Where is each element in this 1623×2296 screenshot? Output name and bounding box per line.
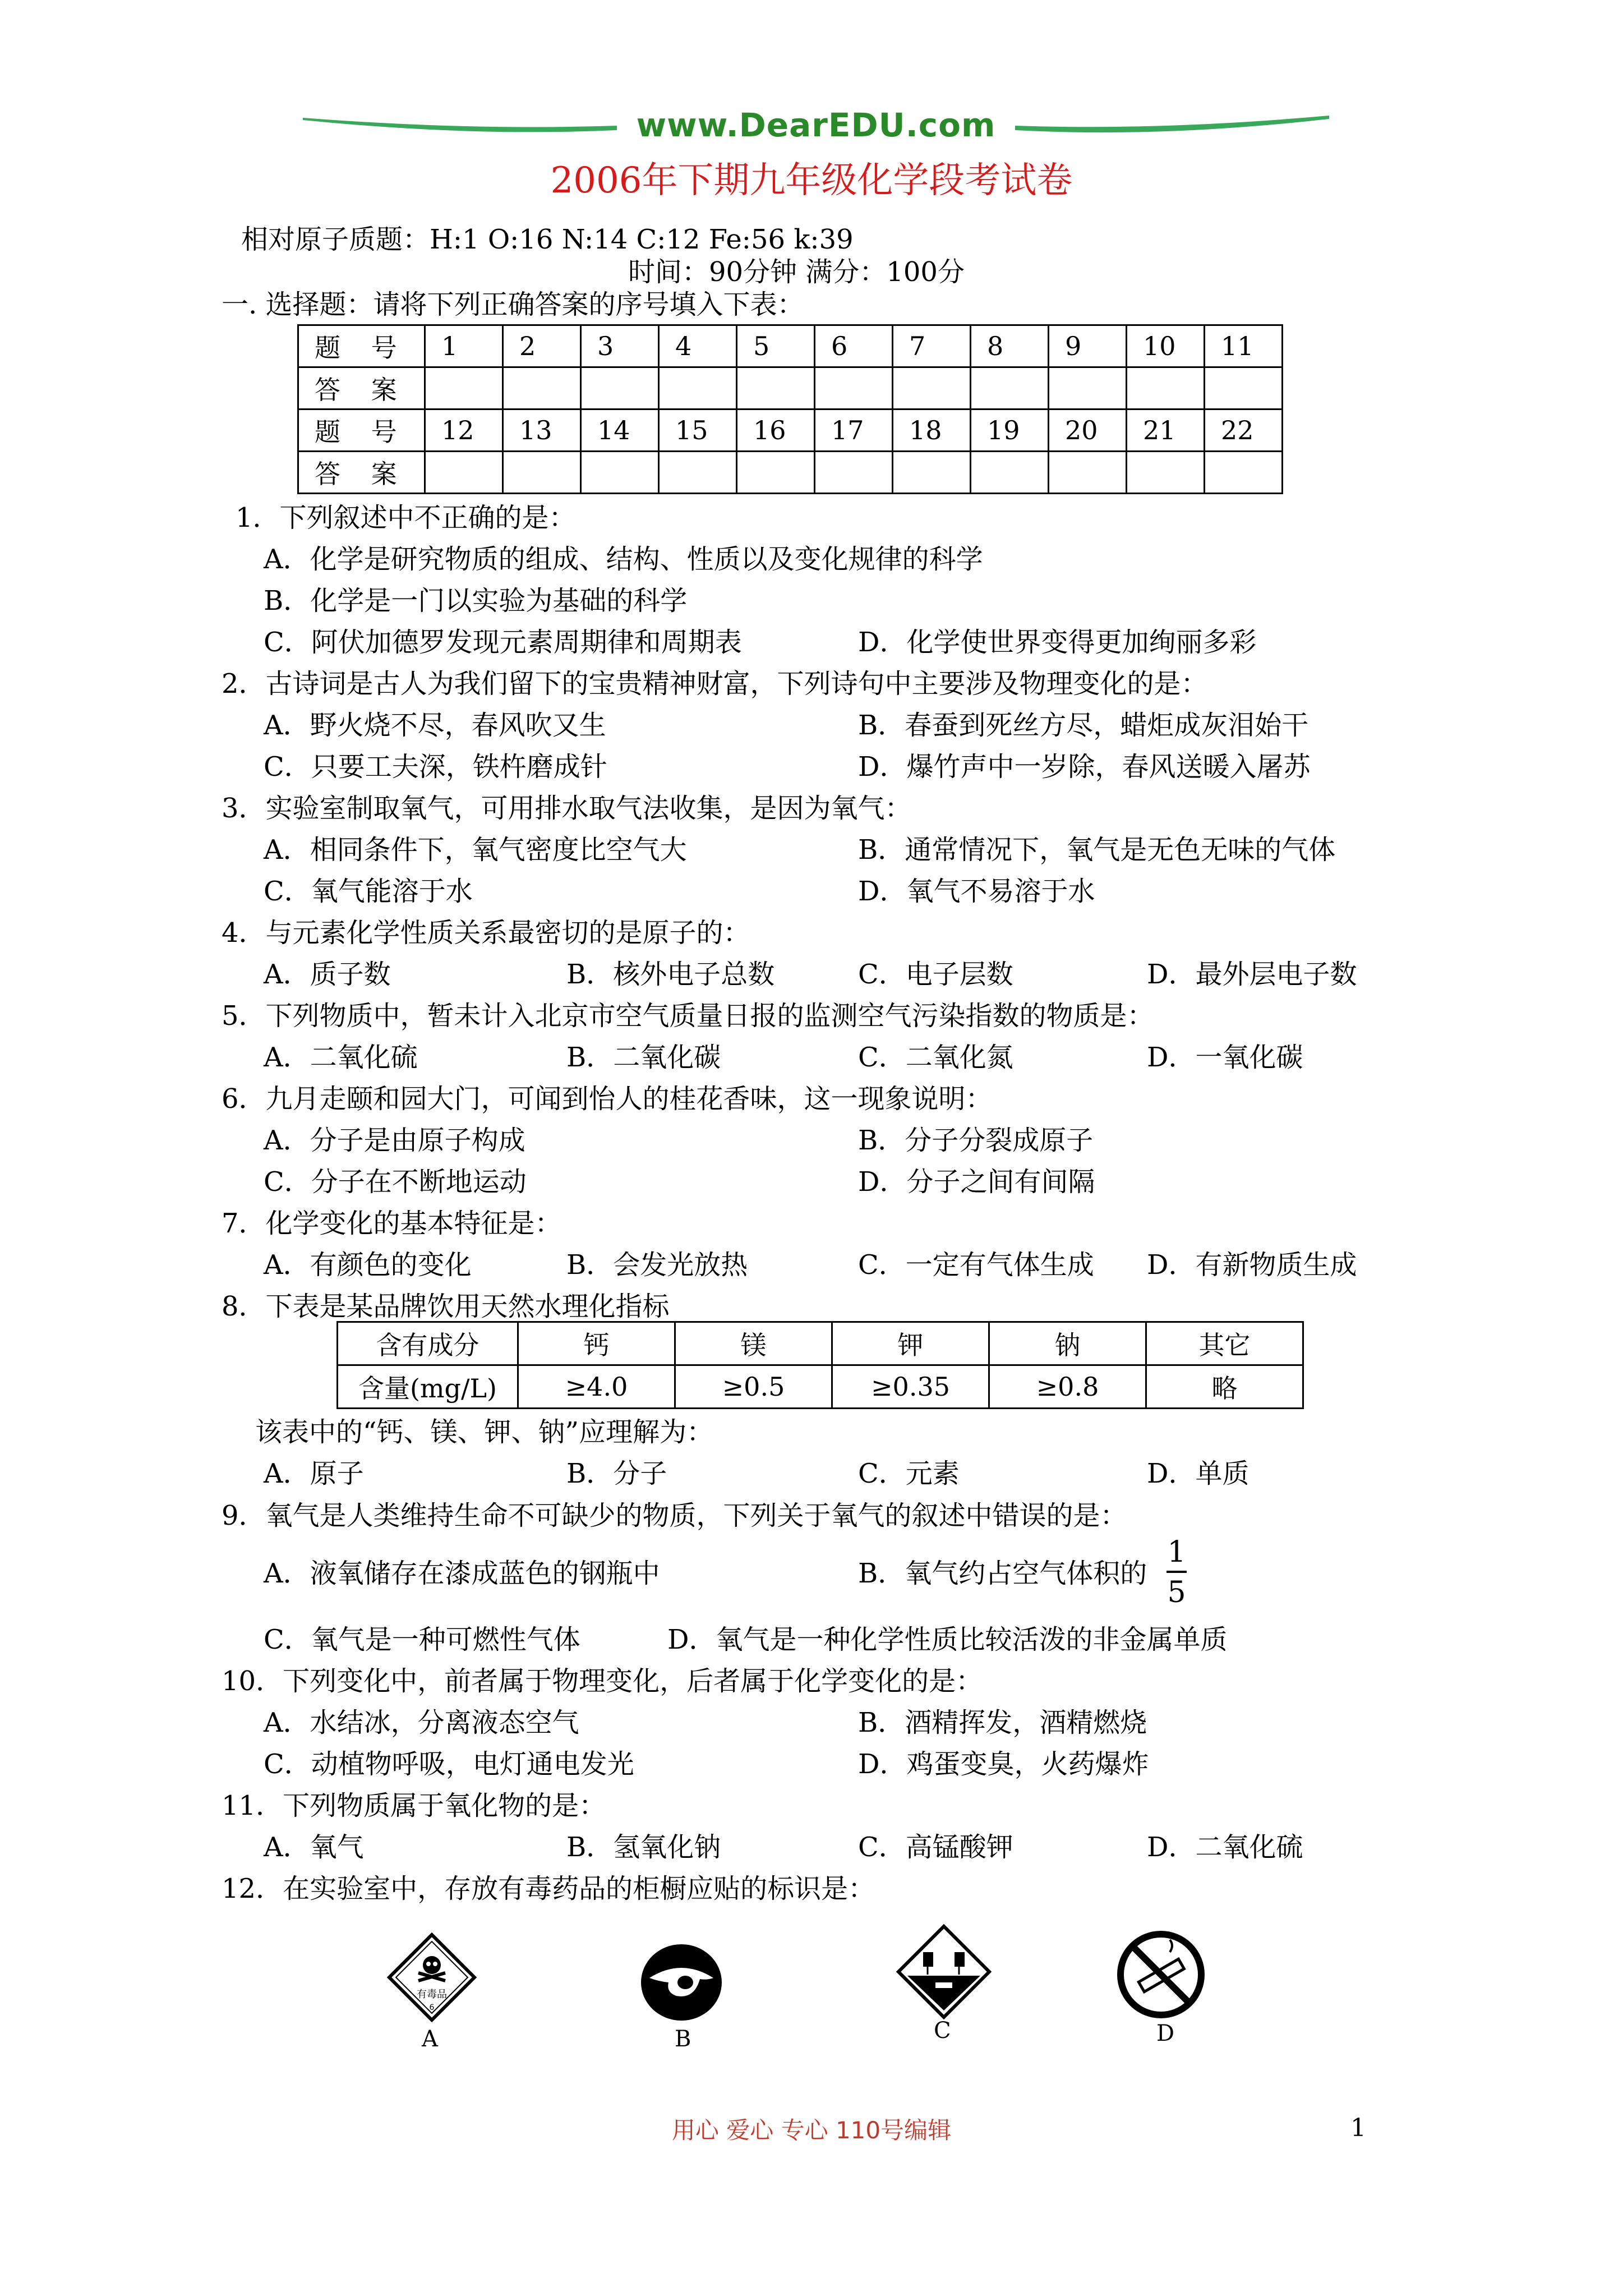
sign-label-a: A <box>422 2026 438 2052</box>
q5-option-c[interactable]: C．二氧化氮 <box>858 1042 1013 1073</box>
table-cell: 含量(mg/L) <box>338 1365 518 1409</box>
sign-label-d: D <box>1156 2021 1175 2046</box>
answer-cell[interactable] <box>1049 367 1127 409</box>
question-number: 5 <box>737 325 815 367</box>
table-row <box>338 1322 1303 1365</box>
q3-option-d[interactable]: D．氧气不易溶于水 <box>858 876 1095 907</box>
q8-option-c[interactable]: C．元素 <box>858 1458 960 1489</box>
q4-option-c[interactable]: C．电子层数 <box>858 959 1013 990</box>
q1-option-d[interactable]: D．化学使世界变得更加绚丽多彩 <box>858 627 1257 658</box>
answer-cell[interactable] <box>1127 452 1205 494</box>
section1-heading: 一. 选择题：请将下列正确答案的序号填入下表： <box>222 289 804 320</box>
q1-option-b[interactable]: B．化学是一门以实验为基础的科学 <box>264 585 688 616</box>
question-number: 17 <box>815 409 893 452</box>
answer-cell[interactable] <box>971 452 1049 494</box>
q2-option-b[interactable]: B．春蚕到死丝方尽，蜡炬成灰泪始干 <box>858 710 1309 741</box>
row-label: 答 案 <box>298 367 425 409</box>
answer-cell[interactable] <box>581 367 659 409</box>
question-number: 2 <box>503 325 581 367</box>
corrosive-sign-icon[interactable] <box>896 1924 992 2019</box>
answer-cell[interactable] <box>1049 452 1127 494</box>
q3-option-a[interactable]: A．相同条件下，氧气密度比空气大 <box>264 834 687 866</box>
water-index-table <box>336 1321 1304 1409</box>
question-12-stem: 12．在实验室中，存放有毒药品的柜橱应贴的标识是： <box>222 1873 875 1904</box>
question-3-stem: 3．实验室制取氧气，可用排水取气法收集，是因为氧气： <box>222 793 912 824</box>
q11-option-d[interactable]: D．二氧化硫 <box>1147 1832 1303 1863</box>
question-11-stem: 11．下列物质属于氧化物的是： <box>222 1790 606 1821</box>
answer-cell[interactable] <box>503 367 581 409</box>
question-number: 19 <box>971 409 1049 452</box>
question-10-stem: 10．下列变化中，前者属于物理变化，后者属于化学变化的是： <box>222 1665 983 1697</box>
answer-cell[interactable] <box>815 452 893 494</box>
question-number: 13 <box>503 409 581 452</box>
question-7-stem: 7．化学变化的基本特征是： <box>222 1208 562 1239</box>
question-number: 9 <box>1049 325 1127 367</box>
answer-cell[interactable] <box>737 452 815 494</box>
q4-option-b[interactable]: B．核外电子总数 <box>566 959 775 990</box>
answer-cell[interactable] <box>1205 367 1283 409</box>
fraction-denominator: 5 <box>1167 1576 1186 1609</box>
page-title: 2006年下期九年级化学段考试卷 <box>550 160 1073 201</box>
question-number: 11 <box>1205 325 1283 367</box>
q8-option-b[interactable]: B．分子 <box>566 1458 667 1489</box>
q1-option-a[interactable]: A．化学是研究物质的组成、结构、性质以及变化规律的科学 <box>264 544 983 575</box>
answer-cell[interactable] <box>1127 367 1205 409</box>
table-cell: ≥0.8 <box>989 1365 1146 1409</box>
question-number: 15 <box>659 409 737 452</box>
table-row <box>338 1365 1303 1409</box>
question-number: 20 <box>1049 409 1127 452</box>
q8-option-d[interactable]: D．单质 <box>1147 1458 1249 1489</box>
question-number: 22 <box>1205 409 1283 452</box>
table-cell: 含有成分 <box>338 1322 518 1365</box>
q7-option-d[interactable]: D．有新物质生成 <box>1147 1249 1357 1281</box>
toxic-sign-number: 6 <box>429 2003 435 2012</box>
q2-option-c[interactable]: C．只要工夫深，铁杵磨成针 <box>264 751 607 783</box>
q11-option-c[interactable]: C．高锰酸钾 <box>858 1832 1013 1863</box>
table-cell: 钙 <box>518 1322 675 1365</box>
toxic-sign-text: 有毒品 <box>417 1989 447 2000</box>
q10-option-c[interactable]: C．动植物呼吸，电灯通电发光 <box>264 1749 634 1780</box>
q6-option-c[interactable]: C．分子在不断地运动 <box>264 1166 527 1198</box>
q7-option-c[interactable]: C．一定有气体生成 <box>858 1249 1094 1281</box>
answer-cell[interactable] <box>659 367 737 409</box>
table-cell: ≥4.0 <box>518 1365 675 1409</box>
q9-option-b[interactable]: B．氧气约占空气体积的 <box>858 1558 1147 1589</box>
q10-option-a[interactable]: A．水结冰，分离液态空气 <box>264 1707 579 1738</box>
table-cell: 略 <box>1146 1365 1303 1409</box>
question-5-stem: 5．下列物质中，暂未计入北京市空气质量日报的监测空气污染指数的物质是： <box>222 1000 1154 1032</box>
answer-cell[interactable] <box>971 367 1049 409</box>
fraction-bar <box>1166 1571 1187 1573</box>
circle-symbol-sign-icon[interactable] <box>639 1942 723 2026</box>
row-label: 题 号 <box>298 325 425 367</box>
q7-option-a[interactable]: A．有颜色的变化 <box>264 1249 472 1281</box>
question-number: 21 <box>1127 409 1205 452</box>
answer-cell[interactable] <box>425 367 503 409</box>
sign-label-b: B <box>675 2026 691 2052</box>
time-score-line: 时间：90分钟 满分：100分 <box>628 256 965 288</box>
table-cell: ≥0.5 <box>675 1365 832 1409</box>
q5-option-b[interactable]: B．二氧化碳 <box>566 1042 721 1073</box>
answer-cell[interactable] <box>425 452 503 494</box>
q5-option-d[interactable]: D．一氧化碳 <box>1147 1042 1303 1073</box>
q2-option-d[interactable]: D．爆竹声中一岁除，春风送暖入屠苏 <box>858 751 1311 783</box>
table-row <box>298 452 1283 494</box>
page-number: 1 <box>1350 2114 1366 2142</box>
sign-label-c: C <box>934 2018 951 2044</box>
table-cell: 镁 <box>675 1322 832 1365</box>
q9-option-d[interactable]: D．氧气是一种化学性质比较活泼的非金属单质 <box>667 1624 1228 1655</box>
q10-option-b[interactable]: B．酒精挥发，酒精燃烧 <box>858 1707 1147 1738</box>
table-cell: 钾 <box>832 1322 989 1365</box>
q7-option-b[interactable]: B．会发光放热 <box>566 1249 748 1281</box>
question-6-stem: 6．九月走颐和园大门，可闻到怡人的桂花香味，这一现象说明： <box>222 1083 993 1115</box>
q6-option-b[interactable]: B．分子分裂成原子 <box>858 1125 1094 1156</box>
question-number: 16 <box>737 409 815 452</box>
table-row <box>298 367 1283 409</box>
q6-option-a[interactable]: A．分子是由原子构成 <box>264 1125 525 1156</box>
answer-cell[interactable] <box>659 452 737 494</box>
fraction-numerator: 1 <box>1167 1535 1186 1569</box>
question-number: 3 <box>581 325 659 367</box>
answer-table <box>297 324 1283 494</box>
table-row <box>298 409 1283 452</box>
table-row <box>298 325 1283 367</box>
page-footer: 用心 爱心 专心 110号编辑 <box>671 2116 952 2144</box>
question-number: 6 <box>815 325 893 367</box>
question-9-stem: 9．氧气是人类维持生命不可缺少的物质，下列关于氧气的叙述中错误的是： <box>222 1500 1127 1531</box>
answer-cell[interactable] <box>737 367 815 409</box>
answer-cell[interactable] <box>581 452 659 494</box>
toxic-sign-icon[interactable] <box>387 1932 477 2022</box>
question-number: 14 <box>581 409 659 452</box>
table-cell: ≥0.35 <box>832 1365 989 1409</box>
q11-option-a[interactable]: A．氧气 <box>264 1832 364 1863</box>
q8-option-a[interactable]: A．原子 <box>264 1458 364 1489</box>
answer-cell[interactable] <box>893 367 971 409</box>
answer-cell[interactable] <box>893 452 971 494</box>
answer-cell[interactable] <box>503 452 581 494</box>
row-label: 题 号 <box>298 409 425 452</box>
q4-option-d[interactable]: D．最外层电子数 <box>1147 959 1357 990</box>
q9-option-a[interactable]: A．液氧储存在漆成蓝色的钢瓶中 <box>264 1558 660 1589</box>
question-number: 4 <box>659 325 737 367</box>
q2-option-a[interactable]: A．野火烧不尽，春风吹又生 <box>264 710 606 741</box>
q11-option-b[interactable]: B．氢氧化钠 <box>566 1832 721 1863</box>
no-smoking-sign-icon[interactable] <box>1116 1930 1206 2019</box>
atomic-mass-line: 相对原子质题：H:1 O:16 N:14 C:12 Fe:56 k:39 <box>241 224 854 255</box>
site-banner <box>303 105 1329 145</box>
question-number: 12 <box>425 409 503 452</box>
q5-option-a[interactable]: A．二氧化硫 <box>264 1042 418 1073</box>
question-1-stem: 1．下列叙述中不正确的是： <box>236 502 576 533</box>
question-number: 8 <box>971 325 1049 367</box>
q3-option-c[interactable]: C．氧气能溶于水 <box>264 876 473 907</box>
question-number: 1 <box>425 325 503 367</box>
question-number: 7 <box>893 325 971 367</box>
row-label: 答 案 <box>298 452 425 494</box>
question-number: 10 <box>1127 325 1205 367</box>
q6-option-d[interactable]: D．分子之间有间隔 <box>858 1166 1095 1198</box>
q3-option-b[interactable]: B．通常情况下，氧气是无色无味的气体 <box>858 834 1336 866</box>
site-url[interactable]: www.DearEDU.com <box>636 106 996 144</box>
answer-cell[interactable] <box>815 367 893 409</box>
q10-option-d[interactable]: D．鸡蛋变臭，火药爆炸 <box>858 1749 1149 1780</box>
question-8-follow: 该表中的“钙、镁、钾、钠”应理解为： <box>255 1416 714 1448</box>
table-cell: 其它 <box>1146 1322 1303 1365</box>
table-cell: 钠 <box>989 1322 1146 1365</box>
question-2-stem: 2．古诗词是古人为我们留下的宝贵精神财富，下列诗句中主要涉及物理变化的是： <box>222 668 1208 700</box>
q1-option-c[interactable]: C．阿伏加德罗发现元素周期律和周期表 <box>264 627 742 658</box>
q4-option-a[interactable]: A．质子数 <box>264 959 391 990</box>
question-4-stem: 4．与元素化学性质关系最密切的是原子的： <box>222 917 750 949</box>
question-8-stem: 8．下表是某品牌饮用天然水理化指标 <box>222 1291 670 1322</box>
answer-cell[interactable] <box>1205 452 1283 494</box>
question-number: 18 <box>893 409 971 452</box>
q9-option-c[interactable]: C．氧气是一种可燃性气体 <box>264 1624 580 1655</box>
